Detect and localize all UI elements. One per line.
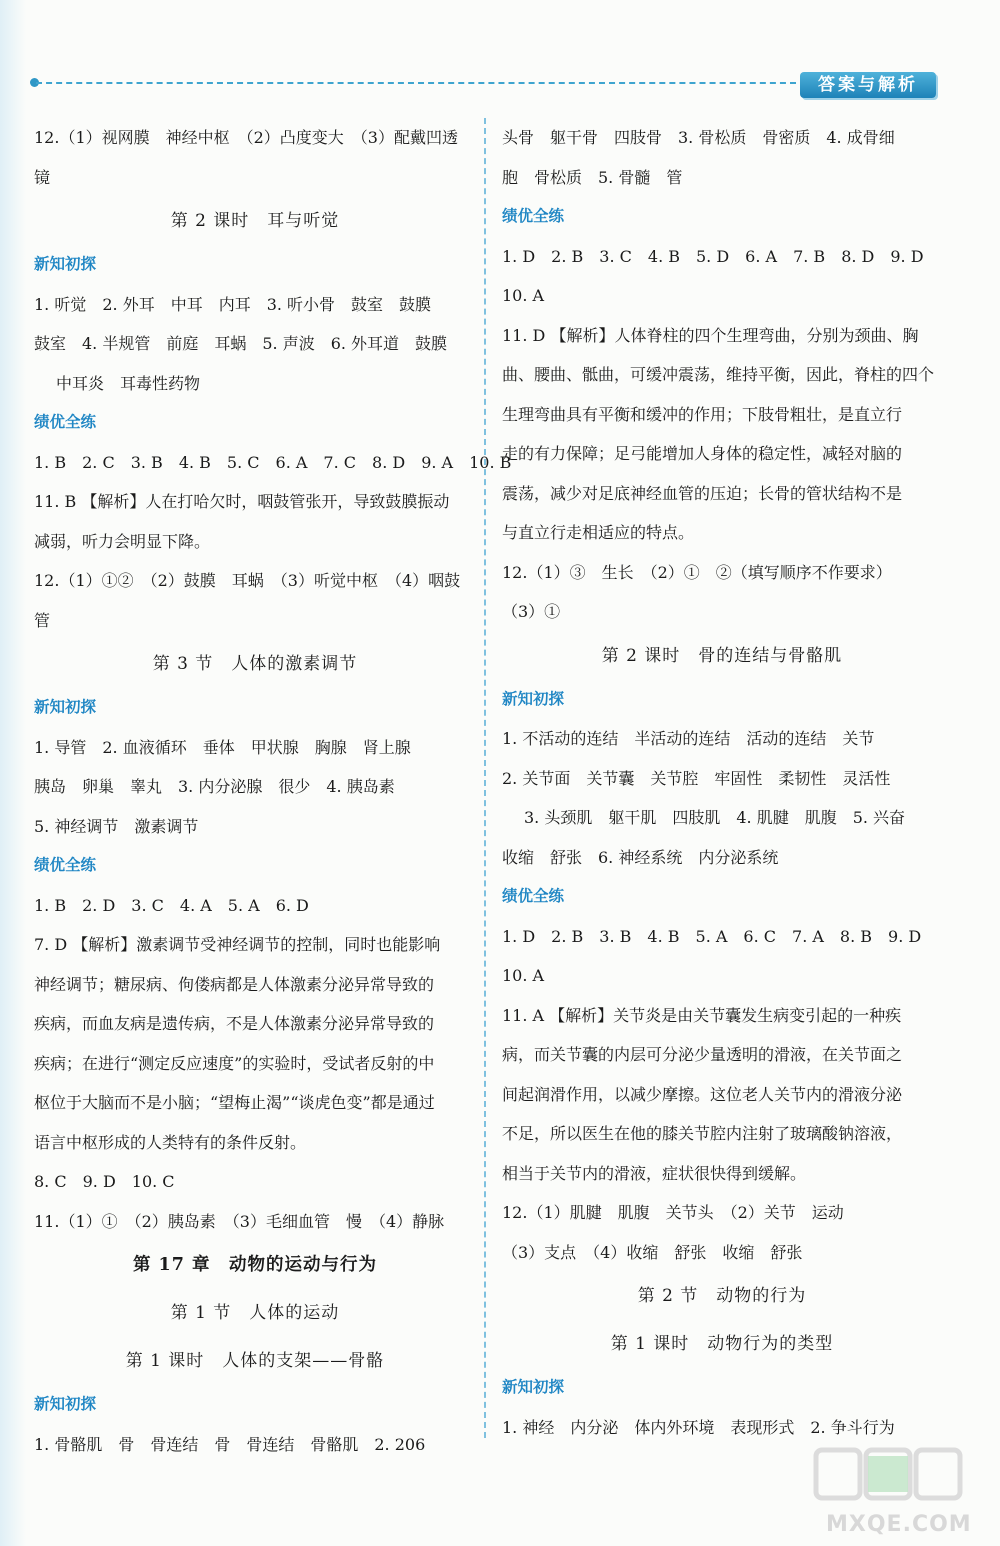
- answer-line: 12.（1）肌腱 肌腹 关节头 （2）关节 运动: [502, 1203, 844, 1222]
- answer-line: 语言中枢形成的人类特有的条件反射。: [34, 1132, 307, 1152]
- answer-line: 7. D 【解析】激素调节受神经调节的控制，同时也能影响: [34, 935, 441, 954]
- answer-line: 相当于关节内的滑液，症状很快得到缓解。: [502, 1163, 807, 1183]
- lesson-heading: 第 1 课时 动物行为的类型: [610, 1334, 834, 1354]
- answer-line: 1. D 2. B 3. B 4. B 5. A 6. C 7. A 8. B 9. D: [502, 926, 922, 946]
- answer-line: 10. A: [502, 286, 545, 305]
- answer-line: 枢位于大脑而不是小脑；“望梅止渴”“谈虎色变”都是通过: [34, 1093, 435, 1112]
- section-label: 新知初探: [34, 698, 97, 716]
- section-label: 新知初探: [502, 689, 565, 708]
- answer-line: 2. 关节面 关节囊 关节腔 牢固性 柔韧性 灵活性: [502, 768, 891, 788]
- answer-line: 生理弯曲具有平衡和缓冲的作用；下肢骨粗壮，是直立行: [502, 404, 903, 424]
- answer-line: 12.（1）③ 生长 （2）① ②（填写顺序不作要求）: [502, 562, 892, 582]
- section-label: 绩优全练: [34, 856, 97, 874]
- section-label: 新知初探: [502, 1378, 565, 1396]
- watermark-text: MXQE.COM: [826, 1512, 972, 1537]
- answer-line: 疾病，而血友病是遗传病，不是人体激素分泌异常导致的: [34, 1014, 435, 1033]
- answer-line: 1. D 2. B 3. C 4. B 5. D 6. A 7. B 8. D 9. D: [502, 246, 924, 266]
- answer-line: 11. B 【解析】人在打哈欠时，咽鼓管张开，导致鼓膜振动: [34, 492, 450, 511]
- answer-line: 曲、腰曲、骶曲，可缓冲震荡，维持平衡，因此，脊柱的四个: [502, 365, 935, 384]
- answer-line: 中耳炎 耳毒性药物: [56, 373, 201, 393]
- answer-line: 3. 头颈肌 躯干肌 四肢肌 4. 肌腱 肌腹 5. 兴奋: [524, 808, 906, 827]
- lesson-heading: 第 2 课时 骨的连结与骨骼肌: [601, 645, 843, 666]
- answer-line: （3）支点 （4）收缩 舒张 收缩 舒张: [502, 1242, 803, 1262]
- left-column: [34, 118, 512, 1464]
- section-label: 绩优全练: [502, 887, 565, 905]
- answer-line: 1. 导管 2. 血液循环 垂体 甲状腺 胸腺 肾上腺: [34, 737, 411, 757]
- answer-line: 1. 不活动的连结 半活动的连结 活动的连结 关节: [502, 729, 875, 748]
- answer-line: 12.（1）①② （2）鼓膜 耳蜗 （3）听觉中枢 （4）咽鼓: [34, 571, 461, 590]
- header-dashed-rule: [36, 82, 796, 84]
- answer-banner: 答案与解析: [800, 72, 936, 98]
- page-edge-tint: [0, 0, 26, 1546]
- section-label: 绩优全练: [502, 207, 565, 225]
- answer-line: 1. B 2. D 3. C 4. A 5. A 6. D: [34, 895, 309, 915]
- answer-line: （3）①: [502, 602, 561, 621]
- answer-line: 1. 神经 内分泌 体内外环境 表现形式 2. 争斗行为: [502, 1417, 895, 1437]
- lesson-heading: 第 2 节 动物的行为: [637, 1286, 807, 1306]
- section-label: 绩优全练: [34, 413, 97, 431]
- answer-line: 1. B 2. C 3. B 4. B 5. C 6. A 7. C 8. D 9. A 10. B: [34, 452, 512, 472]
- answer-line: 12.（1）视网膜 神经中枢 （2）凸度变大 （3）配戴凹透: [34, 128, 458, 147]
- lesson-heading: 第 2 课时 耳与听觉: [170, 211, 340, 231]
- answer-line: 5. 神经调节 激素调节: [34, 816, 199, 836]
- answer-line: 不足，所以医生在他的膝关节腔内注射了玻璃酸钠溶液，: [502, 1124, 903, 1143]
- answer-line: 减弱，听力会明显下降。: [34, 531, 211, 551]
- section-label: 新知初探: [34, 255, 97, 273]
- answer-line: 收缩 舒张 6. 神经系统 内分泌系统: [502, 847, 779, 867]
- answer-line: 11. A 【解析】关节炎是由关节囊发生病变引起的一种疾: [502, 1005, 902, 1025]
- answer-line: 胞 骨松质 5. 骨髓 管: [502, 167, 683, 187]
- answer-line: 震荡，减少对足底神经血管的压迫；长骨的管状结构不是: [502, 483, 903, 503]
- answer-line: 疾病；在进行“测定反应速度”的实验时，受试者反射的中: [34, 1053, 435, 1073]
- answer-line: 与直立行走相适应的特点。: [502, 523, 695, 542]
- answer-line: 管: [34, 610, 51, 630]
- lesson-heading: 第 1 节 人体的运动: [170, 1303, 340, 1323]
- answer-line: 胰岛 卵巢 睾丸 3. 内分泌腺 很少 4. 胰岛素: [34, 777, 395, 796]
- lesson-heading: 第 1 课时 人体的支架——骨骼: [125, 1351, 385, 1371]
- answer-line: 病，而关节囊的内层可分泌少量透明的滑液，在关节面之: [502, 1045, 903, 1064]
- right-column: [502, 118, 942, 1447]
- answer-line: 鼓室 4. 半规管 前庭 耳蜗 5. 声波 6. 外耳道 鼓膜: [34, 334, 448, 353]
- answer-line: 11.（1）① （2）胰岛素 （3）毛细血管 慢 （4）静脉: [34, 1211, 445, 1231]
- lesson-heading: 第 3 节 人体的激素调节: [152, 654, 358, 674]
- answer-line: 神经调节；糖尿病、佝偻病都是人体激素分泌异常导致的: [34, 974, 435, 994]
- answer-line: 1. 听觉 2. 外耳 中耳 内耳 3. 听小骨 鼓室 鼓膜: [34, 294, 432, 314]
- section-label: 新知初探: [34, 1395, 97, 1413]
- answer-line: 镜: [34, 167, 51, 187]
- column-divider: [484, 118, 486, 1438]
- answer-line: 走的有力保障；足弓能增加人身体的稳定性，减轻对脑的: [502, 444, 903, 463]
- answer-line: 11. D 【解析】人体脊柱的四个生理弯曲，分别为颈曲、胸: [502, 325, 919, 345]
- answer-line: 8. C 9. D 10. C: [34, 1172, 175, 1191]
- lesson-heading: 第 17 章 动物的运动与行为: [132, 1255, 378, 1275]
- answer-line: 头骨 躯干骨 四肢骨 3. 骨松质 骨密质 4. 成骨细: [502, 128, 895, 147]
- answer-line: 间起润滑作用，以减少摩擦。这位老人关节内的滑液分泌: [502, 1084, 903, 1104]
- answer-line: 1. 骨骼肌 骨 骨连结 骨 骨连结 骨骼肌 2. 206: [34, 1434, 426, 1454]
- answer-line: 10. A: [502, 966, 545, 985]
